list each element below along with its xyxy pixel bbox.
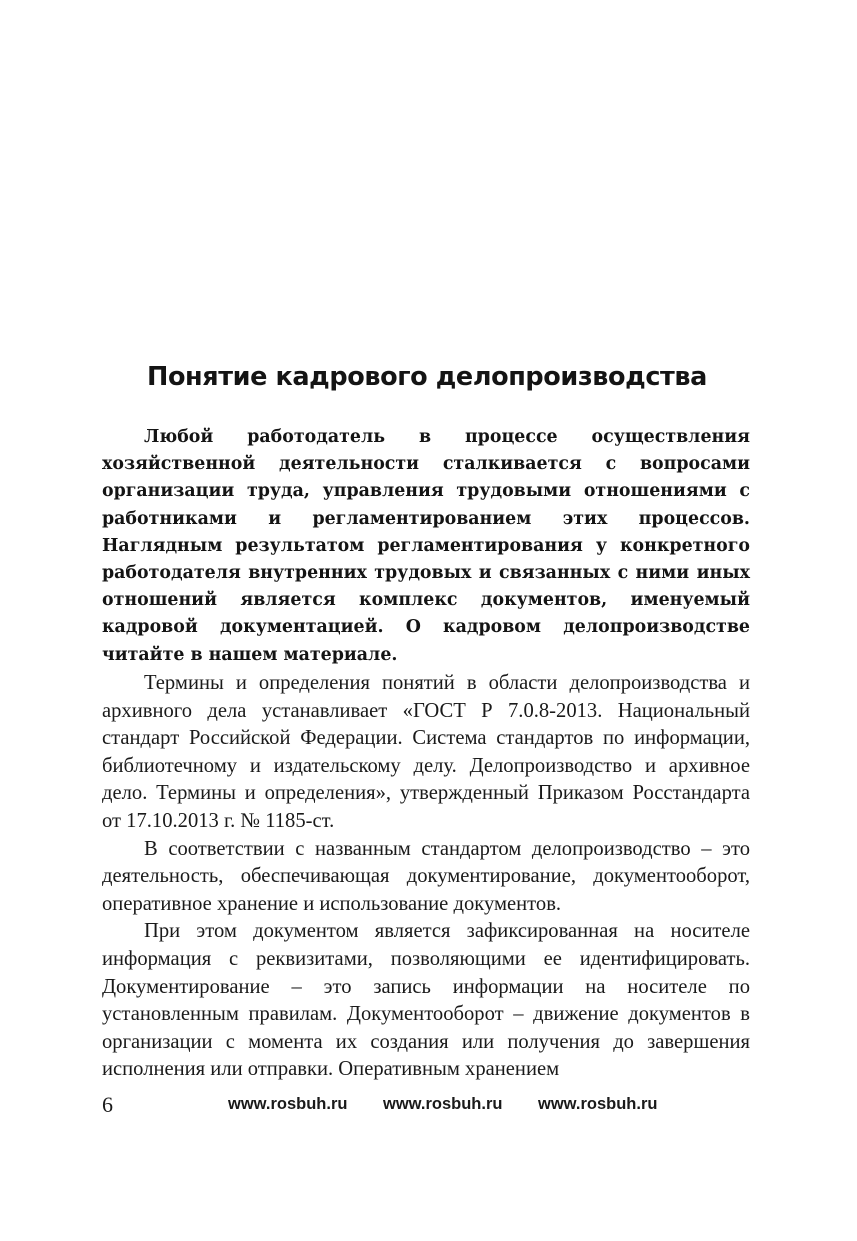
page-footer [102,1092,750,1122]
body-paragraph: В соответствии с названным стандартом делопроизводство – это деятельность, обеспечивающая документирование, документооборот, оперативное хранение и использование документов. [102,837,750,915]
footer-website-link[interactable]: www.rosbuh.ru [383,1095,503,1113]
footer-website-link[interactable]: www.rosbuh.ru [538,1095,658,1113]
body-paragraph: При этом документом является зафиксированная на носителе информация с реквизитами, позволяющими ее идентифицировать. Документирование – это запись информации на носителе по установленным правилам. Документооборот – движение документов в организации с момента их создания или получения до завершения исполнения или отправки. Оперативным хранением [102,920,750,1081]
lead-paragraph: Любой работодатель в процессе осуществления хозяйственной деятельности сталкивается с вопросами организации труда, управления трудовыми отношениями с работниками и регламентированием этих процессов. Наглядным результатом регламентирования у конкретного работодателя внутренних трудовых и связанных с ними иных отношений является комплекс документов, именуемый кадровой документацией. О кадровом делопроизводстве читайте в нашем материале. [102,427,750,665]
page-number: 6 [102,1092,113,1117]
section-heading: Понятие кадрового делопроизводства [147,362,707,392]
footer-website-link[interactable]: www.rosbuh.ru [228,1095,348,1113]
body-paragraph: Термины и определения понятий в области делопроизводства и архивного дела устанавливает «ГОСТ Р 7.0.8-2013. Национальный стандарт Российской Федерации. Система стандартов по информации, библиотечному и издательскому делу. Делопроизводство и архивное дело. Термины и определения», утвержденный Приказом Росстандарта от 17.10.2013 г. № 1185-ст. [102,672,750,832]
body-text [102,670,750,1084]
